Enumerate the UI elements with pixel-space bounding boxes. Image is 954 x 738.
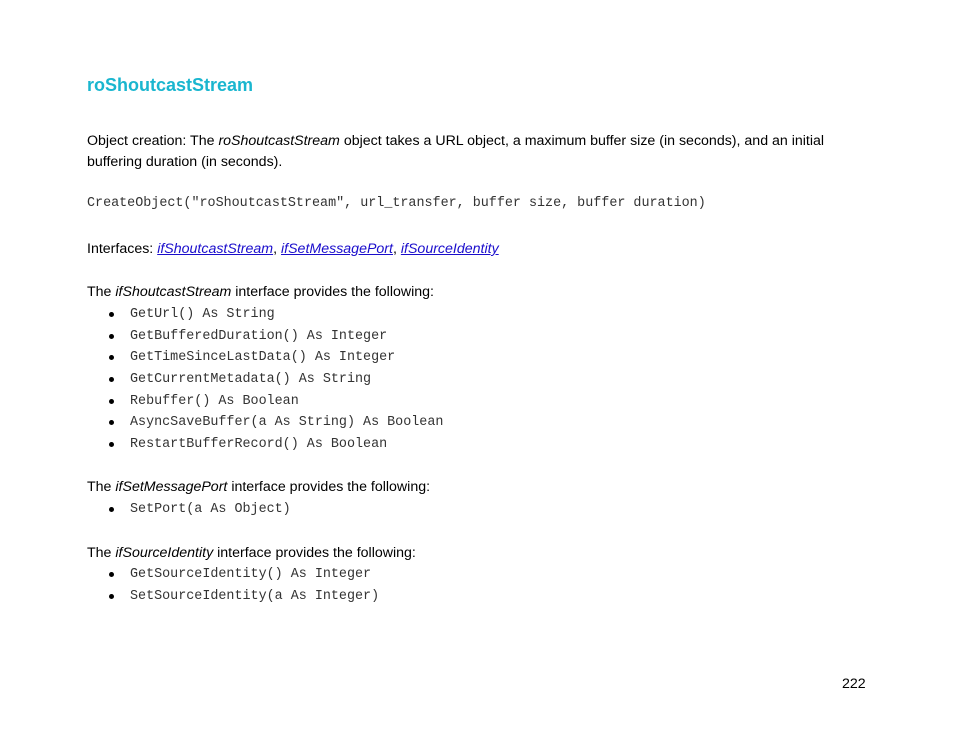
section-suffix: interface provides the following: bbox=[231, 284, 434, 300]
method-list-ifshoutcaststream bbox=[108, 304, 443, 456]
section-interface-name: ifSourceIdentity bbox=[115, 545, 214, 561]
interfaces-line bbox=[87, 239, 499, 260]
object-creation-suffix: object takes a URL object, a maximum buffer size (in seconds), and an initial buffering duration (in seconds). bbox=[87, 133, 825, 170]
list-item bbox=[108, 347, 443, 369]
object-creation-prefix: Object creation: The bbox=[87, 133, 219, 149]
method-signature: Rebuffer() As Boolean bbox=[130, 393, 299, 409]
section-suffix: interface provides the following: bbox=[213, 545, 416, 561]
bullet-icon bbox=[109, 442, 114, 447]
bullet-icon bbox=[109, 594, 114, 599]
section-heading-ifshoutcaststream bbox=[87, 282, 434, 303]
object-creation-name: roShoutcastStream bbox=[218, 133, 340, 149]
method-signature: AsyncSaveBuffer(a As String) As Boolean bbox=[130, 415, 444, 431]
bullet-icon bbox=[109, 334, 114, 339]
method-signature: GetCurrentMetadata() As String bbox=[130, 372, 372, 388]
method-list-ifsetmessageport bbox=[108, 499, 291, 521]
link-ifsourceidentity[interactable]: ifSourceIdentity bbox=[400, 241, 499, 257]
interfaces-separator: , bbox=[273, 241, 281, 257]
bullet-icon bbox=[109, 507, 114, 512]
method-signature: GetBufferedDuration() As Integer bbox=[130, 328, 388, 344]
interfaces-separator: , bbox=[392, 241, 401, 257]
method-signature: GetSourceIdentity() As Integer bbox=[130, 567, 372, 582]
bullet-icon bbox=[109, 355, 114, 360]
section-prefix: The bbox=[87, 545, 116, 561]
bullet-icon bbox=[109, 572, 114, 577]
section-heading-ifsetmessageport bbox=[87, 477, 430, 498]
list-item bbox=[108, 499, 291, 521]
list-item bbox=[108, 391, 443, 413]
list-item bbox=[108, 326, 443, 348]
section-interface-name: ifSetMessagePort bbox=[115, 479, 228, 495]
list-item bbox=[108, 304, 443, 326]
section-prefix: The bbox=[87, 284, 116, 300]
list-item bbox=[108, 434, 443, 456]
section-prefix: The bbox=[87, 479, 116, 495]
link-ifshoutcaststream[interactable]: ifShoutcastStream bbox=[157, 241, 274, 257]
object-creation-paragraph bbox=[87, 131, 867, 173]
list-item bbox=[108, 586, 379, 608]
list-item bbox=[108, 564, 379, 586]
method-signature: RestartBufferRecord() As Boolean bbox=[130, 437, 388, 453]
interfaces-label: Interfaces: bbox=[87, 241, 158, 257]
list-item bbox=[108, 369, 443, 391]
page-number: 222 bbox=[842, 676, 866, 692]
section-suffix: interface provides the following: bbox=[227, 479, 431, 495]
page-title: roShoutcastStream bbox=[87, 75, 254, 95]
method-signature: SetPort(a As Object) bbox=[130, 502, 291, 517]
bullet-icon bbox=[109, 312, 114, 317]
method-list-ifsourceidentity bbox=[108, 564, 379, 607]
bullet-icon bbox=[109, 377, 114, 382]
method-signature: SetSourceIdentity(a As Integer) bbox=[130, 588, 380, 604]
section-heading-ifsourceidentity bbox=[87, 543, 416, 564]
bullet-icon bbox=[109, 399, 114, 404]
bullet-icon bbox=[109, 420, 114, 425]
link-ifsetmessageport[interactable]: ifSetMessagePort bbox=[281, 241, 393, 257]
method-signature: GetTimeSinceLastData() As Integer bbox=[130, 350, 396, 366]
code-example: CreateObject("roShoutcastStream", url_transfer, buffer size, buffer duration) bbox=[87, 196, 706, 211]
section-interface-name: ifShoutcastStream bbox=[115, 284, 232, 300]
list-item bbox=[108, 412, 443, 434]
method-signature: GetUrl() As String bbox=[130, 307, 275, 322]
